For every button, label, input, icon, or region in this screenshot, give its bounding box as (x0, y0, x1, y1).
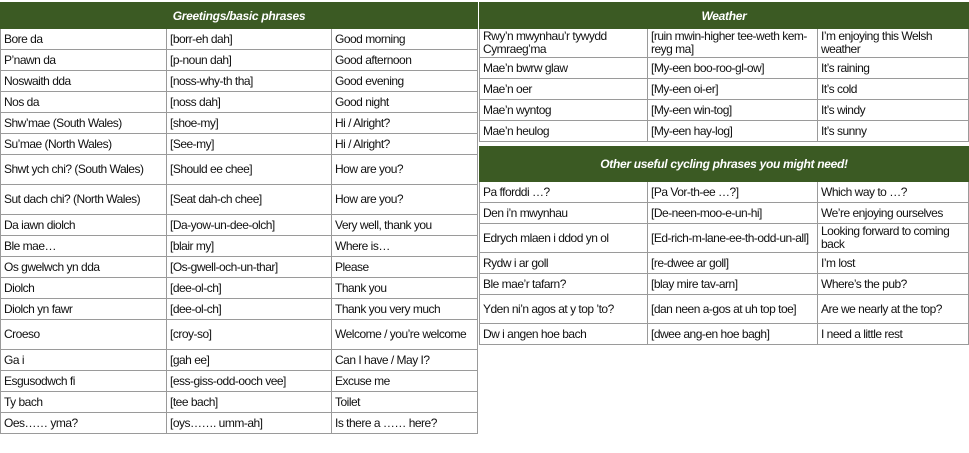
pronunciation-cell: [De-neen-moo-e-un-hi] (648, 203, 818, 224)
pronunciation-cell: [dwee ang-en hoe bagh] (648, 324, 818, 345)
english-cell: I’m lost (818, 253, 969, 274)
english-cell: Please (332, 257, 478, 278)
table-row (1, 278, 478, 299)
welsh-cell: Shwt ych chi? (South Wales) (1, 155, 167, 185)
welsh-cell: Mae’n wyntog (480, 100, 648, 121)
english-cell: Which way to …? (818, 182, 969, 203)
pronunciation-cell: [Seat dah-ch chee] (167, 185, 332, 215)
welsh-cell: Oes…… yma? (1, 413, 167, 434)
pronunciation-cell: [Os-gwell-och-un-thar] (167, 257, 332, 278)
table-row (480, 295, 969, 324)
english-cell: Where’s the pub? (818, 274, 969, 295)
pronunciation-cell: [blair my] (167, 236, 332, 257)
english-cell: Hi / Alright? (332, 134, 478, 155)
english-cell: It’s sunny (818, 121, 969, 142)
table-row (480, 224, 969, 253)
english-cell: Is there a …… here? (332, 413, 478, 434)
welsh-cell: Su’mae (North Wales) (1, 134, 167, 155)
pronunciation-cell: [See-my] (167, 134, 332, 155)
pronunciation-cell: [ess-giss-odd-ooch vee] (167, 371, 332, 392)
pronunciation-cell: [My-een oi-er] (648, 79, 818, 100)
welsh-cell: Yden ni’n agos at y top ’to? (480, 295, 648, 324)
pronunciation-cell: [noss-why-th tha] (167, 71, 332, 92)
pronunciation-cell: [croy-so] (167, 320, 332, 350)
welsh-cell: Rydw i ar goll (480, 253, 648, 274)
welsh-cell: Sut dach chi? (North Wales) (1, 185, 167, 215)
welsh-cell: Dw i angen hoe bach (480, 324, 648, 345)
welsh-cell: Os gwelwch yn dda (1, 257, 167, 278)
table-row (1, 371, 478, 392)
pronunciation-cell: [dee-ol-ch] (167, 278, 332, 299)
english-cell: Looking forward to coming back (818, 224, 969, 253)
welsh-cell: Rwy’n mwynhau’r tywydd Cymraeg’ma (480, 29, 648, 58)
welsh-cell: Noswaith dda (1, 71, 167, 92)
english-cell: We’re enjoying ourselves (818, 203, 969, 224)
table-row (1, 71, 478, 92)
english-cell: Are we nearly at the top? (818, 295, 969, 324)
pronunciation-cell: [borr-eh dah] (167, 29, 332, 50)
table-row (1, 134, 478, 155)
table-row (1, 392, 478, 413)
pronunciation-cell: [gah ee] (167, 350, 332, 371)
english-cell: Can I have / May I? (332, 350, 478, 371)
pronunciation-cell: [noss dah] (167, 92, 332, 113)
pronunciation-cell: [Ed-rich-m-lane-ee-th-odd-un-all] (648, 224, 818, 253)
table-row (480, 29, 969, 58)
english-cell: Thank you very much (332, 299, 478, 320)
welsh-cell: P’nawn da (1, 50, 167, 71)
english-cell: Good afternoon (332, 50, 478, 71)
welsh-cell: Ga i (1, 350, 167, 371)
table-row (1, 215, 478, 236)
table-row (480, 182, 969, 203)
welsh-cell: Ble mae… (1, 236, 167, 257)
pronunciation-cell: [dan neen a-gos at uh top toe] (648, 295, 818, 324)
welsh-cell: Nos da (1, 92, 167, 113)
pronunciation-cell: [p-noun dah] (167, 50, 332, 71)
table-row (480, 58, 969, 79)
cycling-header: Other useful cycling phrases you might need! (480, 147, 969, 182)
welsh-cell: Esgusodwch fi (1, 371, 167, 392)
welsh-cell: Pa fforddi …? (480, 182, 648, 203)
pronunciation-cell: [blay mire tav-arn] (648, 274, 818, 295)
table-row (480, 121, 969, 142)
table-row (1, 350, 478, 371)
table-row (480, 274, 969, 295)
pronunciation-cell: [My-een win-tog] (648, 100, 818, 121)
table-row (480, 324, 969, 345)
pronunciation-cell: [Da-yow-un-dee-olch] (167, 215, 332, 236)
english-cell: How are you? (332, 155, 478, 185)
english-cell: Good night (332, 92, 478, 113)
welsh-cell: Ty bach (1, 392, 167, 413)
english-cell: Hi / Alright? (332, 113, 478, 134)
pronunciation-cell: [My-een hay-log] (648, 121, 818, 142)
english-cell: Toilet (332, 392, 478, 413)
welsh-cell: Bore da (1, 29, 167, 50)
welsh-cell: Croeso (1, 320, 167, 350)
table-row (480, 203, 969, 224)
welsh-cell: Diolch yn fawr (1, 299, 167, 320)
english-cell: It’s raining (818, 58, 969, 79)
table-row (1, 185, 478, 215)
table-row (1, 413, 478, 434)
english-cell: It’s cold (818, 79, 969, 100)
table-row (1, 113, 478, 134)
table-row (1, 320, 478, 350)
table-row (1, 236, 478, 257)
welsh-cell: Mae’n oer (480, 79, 648, 100)
welsh-cell: Mae’n heulog (480, 121, 648, 142)
pronunciation-cell: [dee-ol-ch] (167, 299, 332, 320)
pronunciation-cell: [My-een boo-roo-gl-ow] (648, 58, 818, 79)
english-cell: How are you? (332, 185, 478, 215)
welsh-cell: Diolch (1, 278, 167, 299)
english-cell: Good evening (332, 71, 478, 92)
welsh-cell: Den i’n mwynhau (480, 203, 648, 224)
pronunciation-cell: [shoe-my] (167, 113, 332, 134)
english-cell: Welcome / you’re welcome (332, 320, 478, 350)
table-row (1, 257, 478, 278)
table-row (480, 79, 969, 100)
table-row (1, 155, 478, 185)
pronunciation-cell: [Pa Vor-th-ee …?] (648, 182, 818, 203)
english-cell: I need a little rest (818, 324, 969, 345)
table-row (1, 50, 478, 71)
pronunciation-cell: [ruin mwin-higher tee-weth kem-reyg ma] (648, 29, 818, 58)
welsh-cell: Ble mae’r tafarn? (480, 274, 648, 295)
english-cell: Where is… (332, 236, 478, 257)
table-row (1, 299, 478, 320)
table-row (480, 253, 969, 274)
welsh-cell: Da iawn diolch (1, 215, 167, 236)
pronunciation-cell: [re-dwee ar goll] (648, 253, 818, 274)
table-row (1, 29, 478, 50)
pronunciation-cell: [tee bach] (167, 392, 332, 413)
welsh-cell: Shw’mae (South Wales) (1, 113, 167, 134)
english-cell: It’s windy (818, 100, 969, 121)
welsh-cell: Edrych mlaen i ddod yn ol (480, 224, 648, 253)
pronunciation-cell: [Should ee chee] (167, 155, 332, 185)
table-row (1, 92, 478, 113)
english-cell: Good morning (332, 29, 478, 50)
english-cell: Very well, thank you (332, 215, 478, 236)
greetings-header: Greetings/basic phrases (1, 3, 478, 29)
weather-header: Weather (480, 3, 969, 29)
english-cell: Excuse me (332, 371, 478, 392)
english-cell: Thank you (332, 278, 478, 299)
greetings-table (0, 2, 478, 434)
english-cell: I’m enjoying this Welsh weather (818, 29, 969, 58)
pronunciation-cell: [oys……. umm-ah] (167, 413, 332, 434)
weather-cycling-table (479, 2, 969, 345)
table-row (480, 100, 969, 121)
welsh-cell: Mae’n bwrw glaw (480, 58, 648, 79)
